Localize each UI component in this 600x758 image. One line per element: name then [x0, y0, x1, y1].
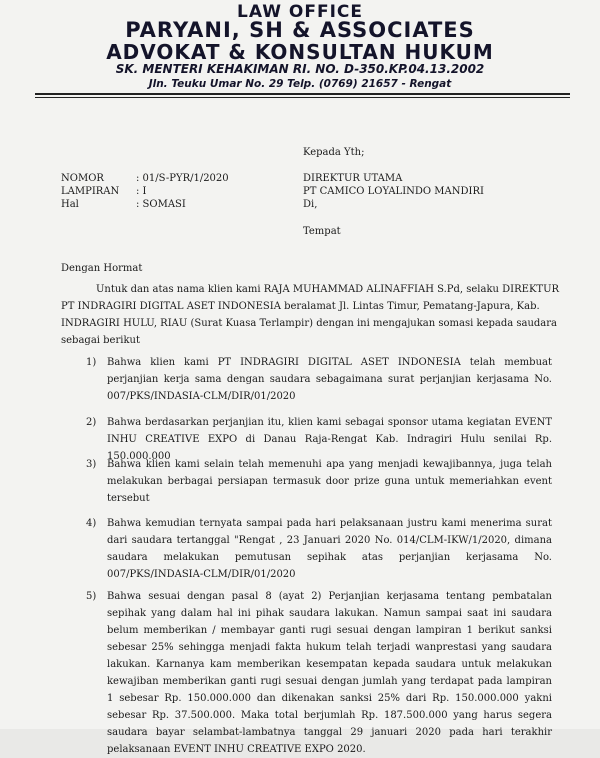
- recipient-company: PT CAMICO LOYALINDO MANDIRI: [303, 186, 484, 197]
- list-item-number: 4): [86, 518, 97, 529]
- letterhead-decree: SK. MENTERI KEHAKIMAN RI. NO. D-350.KP.04.13.2002: [115, 62, 485, 76]
- recipient-tempat: Tempat: [303, 226, 341, 237]
- meta-value-nomor: : 01/S-PYR/1/2020: [136, 173, 229, 184]
- list-item-number: 3): [86, 459, 97, 470]
- list-item-text: Bahwa berdasarkan perjanjian itu, klien kami sebagai sponsor utama kegiatan EVENT INHU CREATIVE EXPO di Danau Raja-Rengat Kab. Indragiri Hulu senilai Rp. 150.000.000: [107, 417, 552, 462]
- meta-value-hal: : SOMASI: [136, 199, 186, 210]
- letterhead-address: Jln. Teuku Umar No. 29 Telp. (0769) 21657 - Rengat: [148, 78, 452, 90]
- intro-line: INDRAGIRI HULU, RIAU (Surat Kuasa Terlampir) dengan ini mengajukan somasi kepada saudara: [61, 318, 558, 329]
- intro-line: Untuk dan atas nama klien kami RAJA MUHAMMAD ALINAFFIAH S.Pd, selaku DIREKTUR: [96, 284, 560, 295]
- list-item-number: 5): [86, 591, 97, 602]
- list-item-number: 2): [86, 417, 97, 428]
- intro-line: PT INDRAGIRI DIGITAL ASET INDONESIA beralamat Jl. Lintas Timur, Pematang-Japura, Kab.: [61, 301, 540, 312]
- letterhead-firm-name: PARYANI, SH & ASSOCIATES: [125, 18, 475, 42]
- letterhead-rule-thick: [35, 93, 570, 95]
- meta-value-lampiran: : I: [136, 186, 147, 197]
- intro-paragraph: [61, 281, 560, 349]
- list-item-text: Bahwa klien kami selain telah memenuhi apa yang menjadi kewajibannya, juga telah melakukan berbagai persiapan termasuk door prize guna untuk memeriahkan event tersebut: [107, 459, 552, 504]
- letterhead-subtitle: ADVOKAT & KONSULTAN HUKUM: [106, 40, 494, 64]
- list-item-text: Bahwa kemudian ternyata sampai pada hari pelaksanaan justru kami menerima surat dari saudara tertanggal "Rengat , 23 Januari 2020 No. 014/CLM-IKW/1/2020, dimana saudara melakukan pemutusan sepihak atas perjanjian kerjasama No. 007/PKS/INDASIA-CLM/DIR/01/2020: [107, 518, 552, 580]
- recipient-title: DIREKTUR UTAMA: [303, 173, 403, 184]
- list-item-text: Bahwa klien kami PT INDRAGIRI DIGITAL ASET INDONESIA telah membuat perjanjian kerja sama dengan saudara sebagaimana surat perjanjian kerjasama No. 007/PKS/INDASIA-CLM/DIR/01/2020: [107, 357, 552, 402]
- meta-label-lampiran: LAMPIRAN: [61, 186, 120, 197]
- recipient-di: Di,: [303, 199, 318, 210]
- greeting: Dengan Hormat: [61, 263, 143, 274]
- letterhead-law-office: LAW OFFICE: [237, 2, 363, 22]
- recipient-kepada: Kepada Yth;: [303, 147, 365, 158]
- meta-label-nomor: NOMOR: [61, 173, 104, 184]
- letterhead-rule-thin: [35, 97, 570, 98]
- intro-line: sebagai berikut: [61, 335, 140, 346]
- list-item-number: 1): [86, 357, 97, 368]
- meta-label-hal: Hal: [61, 199, 79, 210]
- list-item-text: Bahwa sesuai dengan pasal 8 (ayat 2) Perjanjian kerjasama tentang pembatalan sepihak yang dalam hal ini pihak saudara lakukan. Namun sampai saat ini saudara belum memberikan / membayar ganti rugi sesuai dengan lampiran 1 berikut sanksi sebesar 25% sehingga menjadi fakta hukum telah terjadi wanprestasi yang saudara lakukan. Karnanya kam memberikan kesempatan kepada saudara untuk melakukan kewajiban memberikan ganti rugi sesuai dengan jumlah yang terdapat pada lampiran 1 sebesar Rp. 150.000.000 dan dikenakan sanksi 25% dari Rp. 150.000.000 yakni sebesar Rp. 37.500.000. Maka total berjumlah Rp. 187.500.000 yang harus segera saudara bayar selambat-lambatnya tanggal 29 januari 2020 pada hari terakhir pelaksanaan EVENT INHU CREATIVE EXPO 2020.: [107, 591, 552, 755]
